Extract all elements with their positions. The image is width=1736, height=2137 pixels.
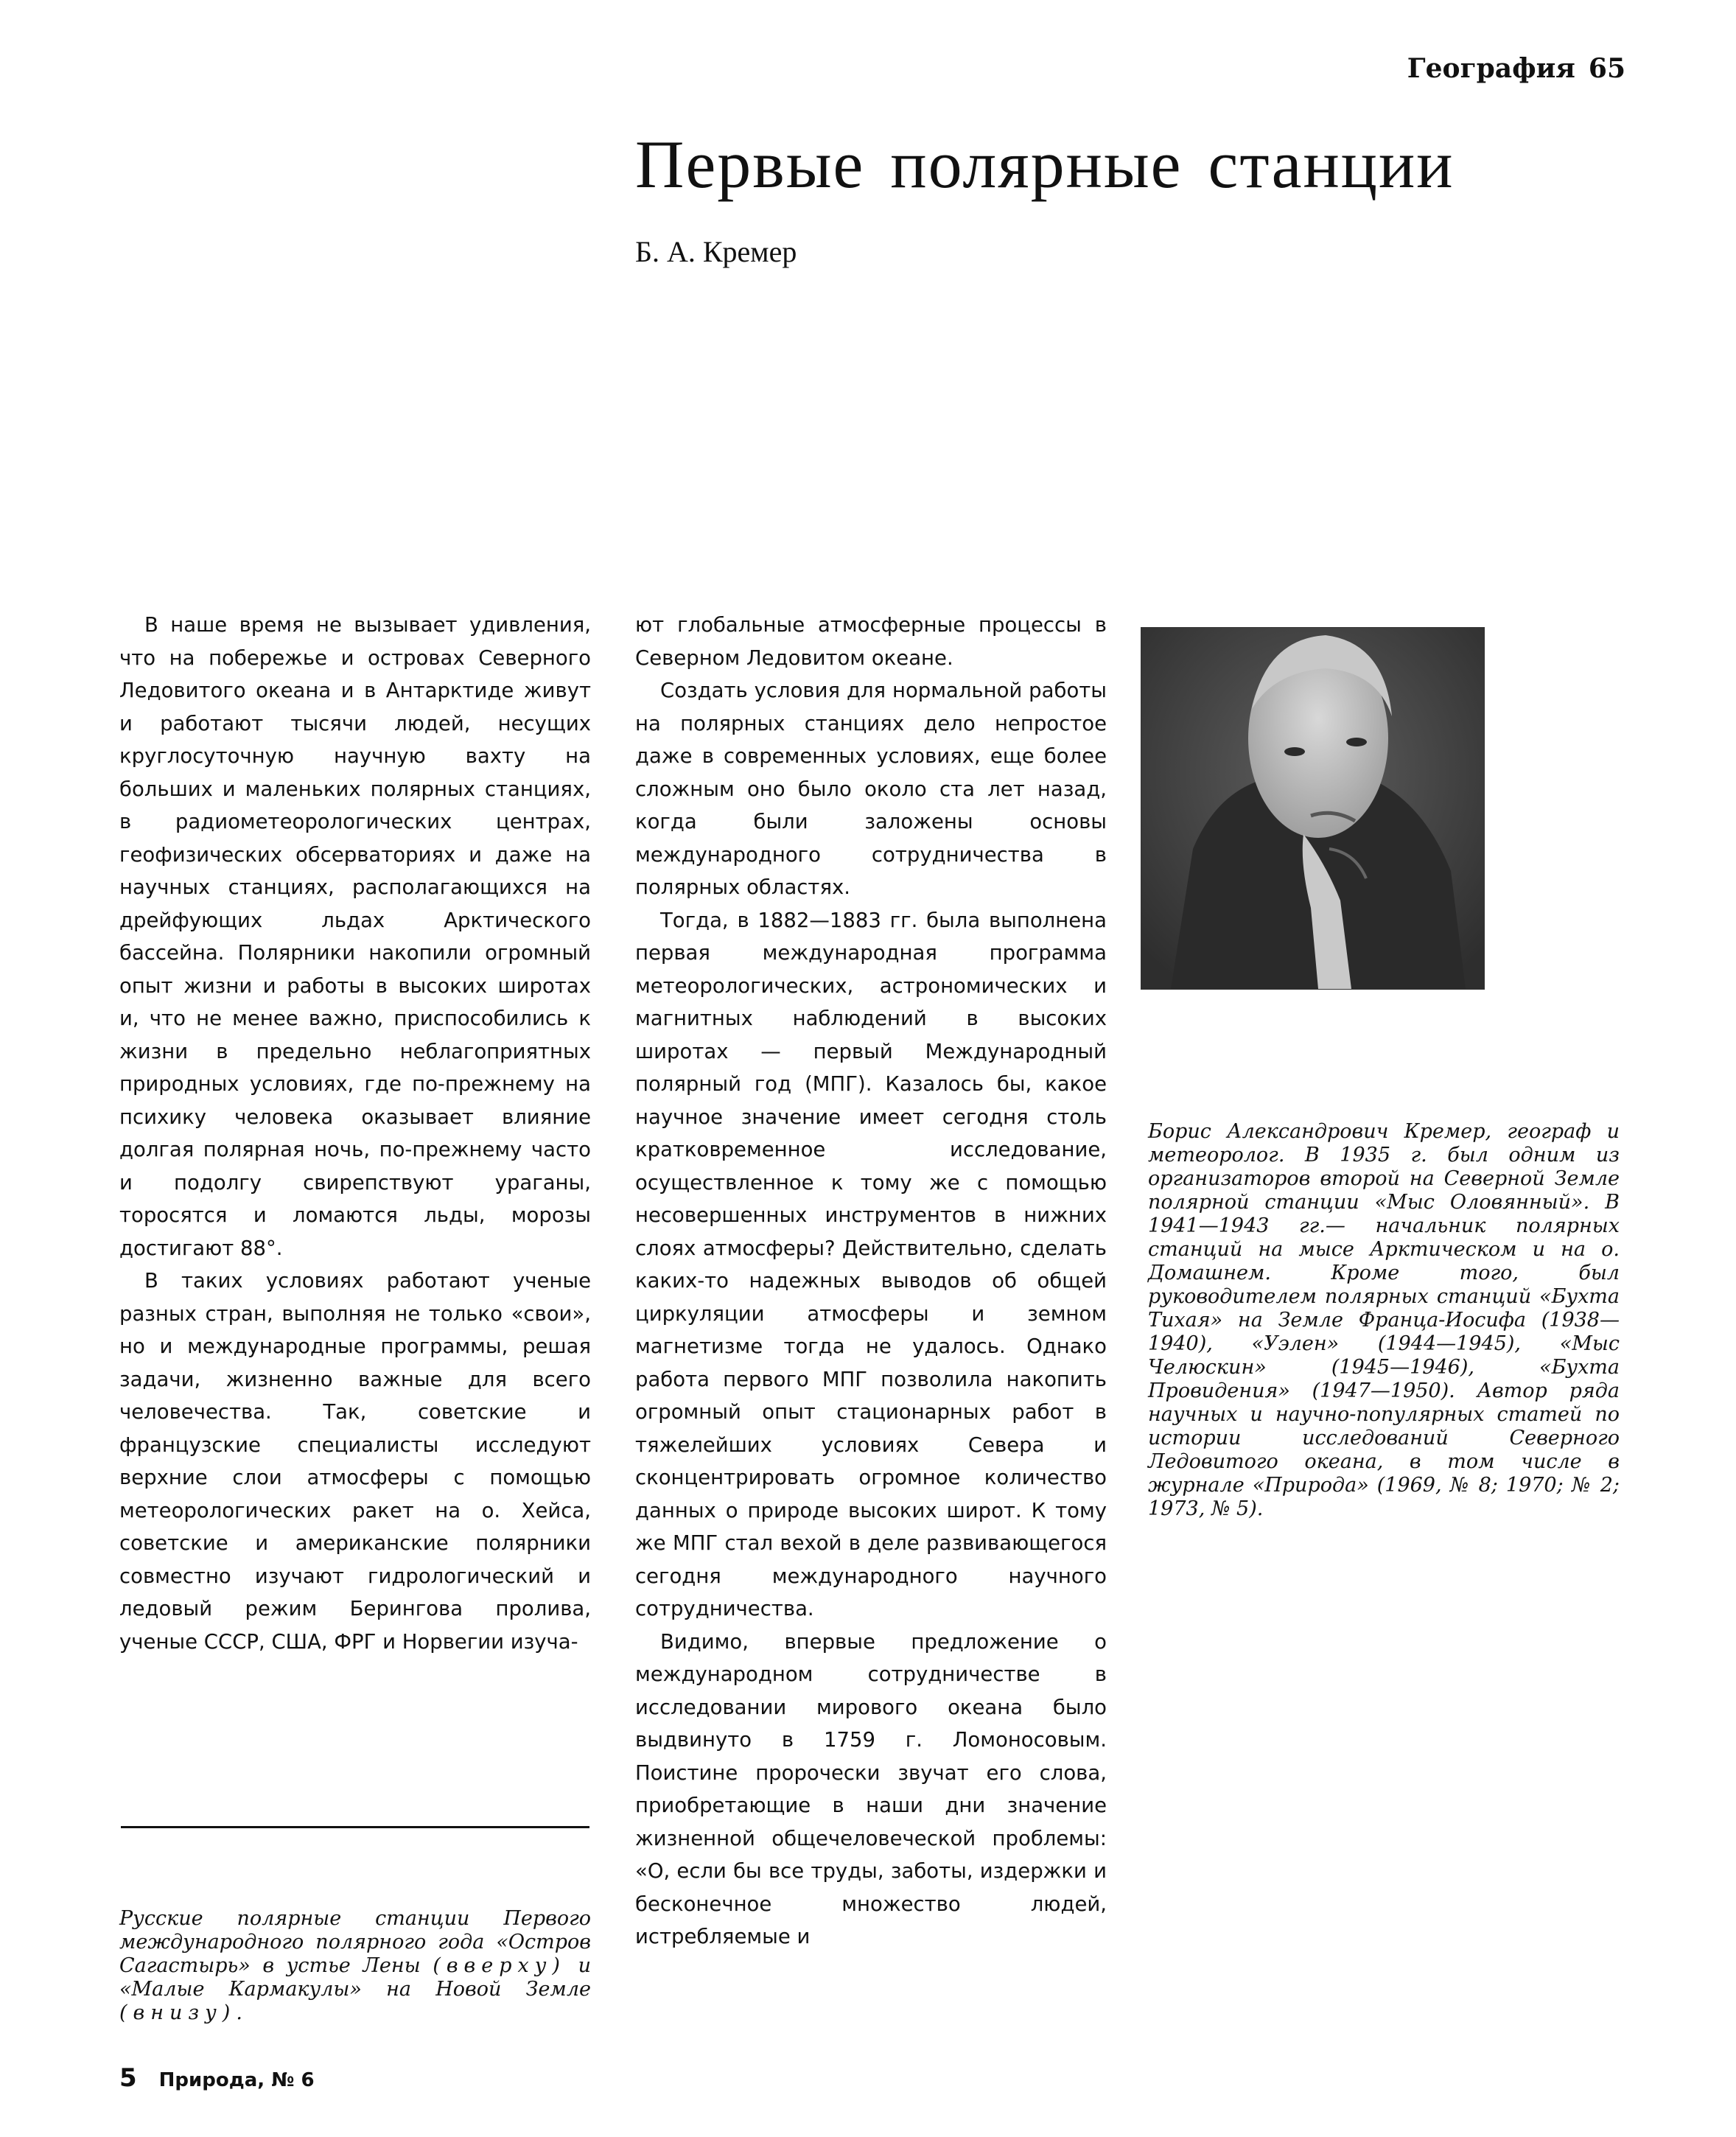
paragraph: Видимо, впервые предложение о международном сотрудничестве в исследовании мирового океана было выдвинуто в 1759 г. Ломоносовым. Поистине пророчески звучат его слова, приобретающие в наши дни значение жизненной общечеловеческой проблемы: «О, если бы все труды, заботы, издержки и бесконечное множество людей, истребляемые и — [635, 1629, 1107, 1948]
paragraph-continued: ют глобальные атмосферные процессы в Северном Ледовитом океане. — [635, 613, 1107, 670]
caption-label-bottom: (внизу) — [119, 2001, 237, 2024]
paragraph: Создать условия для нормальной работы на полярных станциях дело непростое даже в современных условиях, еще более сложным оно было около ста лет назад, когда были заложены основы международного сотрудничества в полярных областях. — [635, 679, 1107, 899]
text-column-1 — [119, 609, 591, 1658]
text-column-2 — [635, 609, 1107, 1954]
caption-text: и «Малые Кармакулы» на Новой Земле — [119, 1954, 591, 2001]
running-head — [1407, 53, 1625, 84]
signature-mark: 5 — [119, 2063, 137, 2093]
caption-text: Русские полярные станции Первого международного полярного года «Остров Сагастырь» в устье Лены — [119, 1907, 591, 1977]
paragraph: В наше время не вызывает удивления, что на побережье и островах Северного Ледовитого океана и в Антарктиде живут и работают тысячи людей, несущих круглосуточную научную вахту на больших и маленьких полярных станциях, в радиометеорологических центрах, геофизических обсерваториях и даже на научных станциях, располагающихся на дрейфующих льдах Арктического бассейна. Полярники накопили огромный опыт жизни и работы в высоких широтах и, что не менее важно, приспособились к жизни в предельно неблагоприятных природных условиях, где по-прежнему на психику человека оказывает влияние долгая полярная ночь, по-прежнему часто и подолгу свирепствуют ураганы, торосятся и ломаются льды, морозы достигают 88°. — [119, 613, 591, 1260]
article-author: Б. А. Кремер — [635, 235, 797, 268]
caption-end: . — [236, 2001, 242, 2024]
portrait-image-icon — [1141, 628, 1484, 989]
paragraph: В таких условиях работают ученые разных стран, выполняя не только «свои», но и международные программы, решая задачи, жизненно важные для всего человечества. Так, советские и французские специалисты исследуют верхние слои атмосферы с помощью метеорологических ракет на о. Хейса, советские и американские полярники совместно изучают гидрологический и ледовый режим Берингова пролива, ученые СССР, США, ФРГ и Норвегии изуча- — [119, 1269, 591, 1654]
author-bio-caption: Борис Александрович Кремер, географ и метеоролог. В 1935 г. был одним из организаторов второй на Северной Земле полярной станции «Мыс Оловянный». В 1941—1943 гг.— начальник полярных станций на мысе Арктическом и на о. Домашнем. Кроме того, был руководителем полярных станций «Бухта Тихая» на Земле Франца-Иосифа (1938—1940), «Уэлен» (1944—1945), «Мыс Челюскин» (1945—1946), «Бухта Провидения» (1947—1950). Автор ряда научных и научно-популярных статей по истории исследований Северного Ледовитого океана, в том числе в журнале «Природа» (1969, № 8; 1970; № 2; 1973, № 5). — [1148, 1120, 1620, 1520]
paragraph: Тогда, в 1882—1883 гг. была выполнена первая международная программа метеорологических, астрономических и магнитных наблюдений в высоких широтах — первый Международный полярный год (МПГ). Казалось бы, какое научное значение имеет сегодня столь кратковременное исследование, осуществленное к тому же с помощью несовершенных инструментов в нижних слоях атмосферы? Действительно, сделать каких-то надежных выводов об общей циркуляции атмосферы и земном магнетизме тогда не удалось. Однако работа первого МПГ позволила накопить огромный опыт стационарных работ в тяжелейших условиях Севера и сконцентрировать огромное количество данных о природе высоких широт. К тому же МПГ стал вехой в деле развивающегося сегодня международного научного сотрудничества. — [635, 908, 1107, 1620]
author-portrait-photo — [1141, 627, 1485, 990]
page-number: 65 — [1588, 53, 1625, 84]
article-title: Первые полярные станции — [635, 127, 1455, 202]
divider-rule — [121, 1826, 589, 1828]
journal-issue: Природа, № 6 — [158, 2069, 315, 2091]
caption-label-top: (вверху) — [433, 1954, 566, 1977]
section-name: География — [1407, 53, 1575, 84]
page-footer — [119, 2063, 315, 2093]
stations-photo-caption — [119, 1907, 591, 2025]
